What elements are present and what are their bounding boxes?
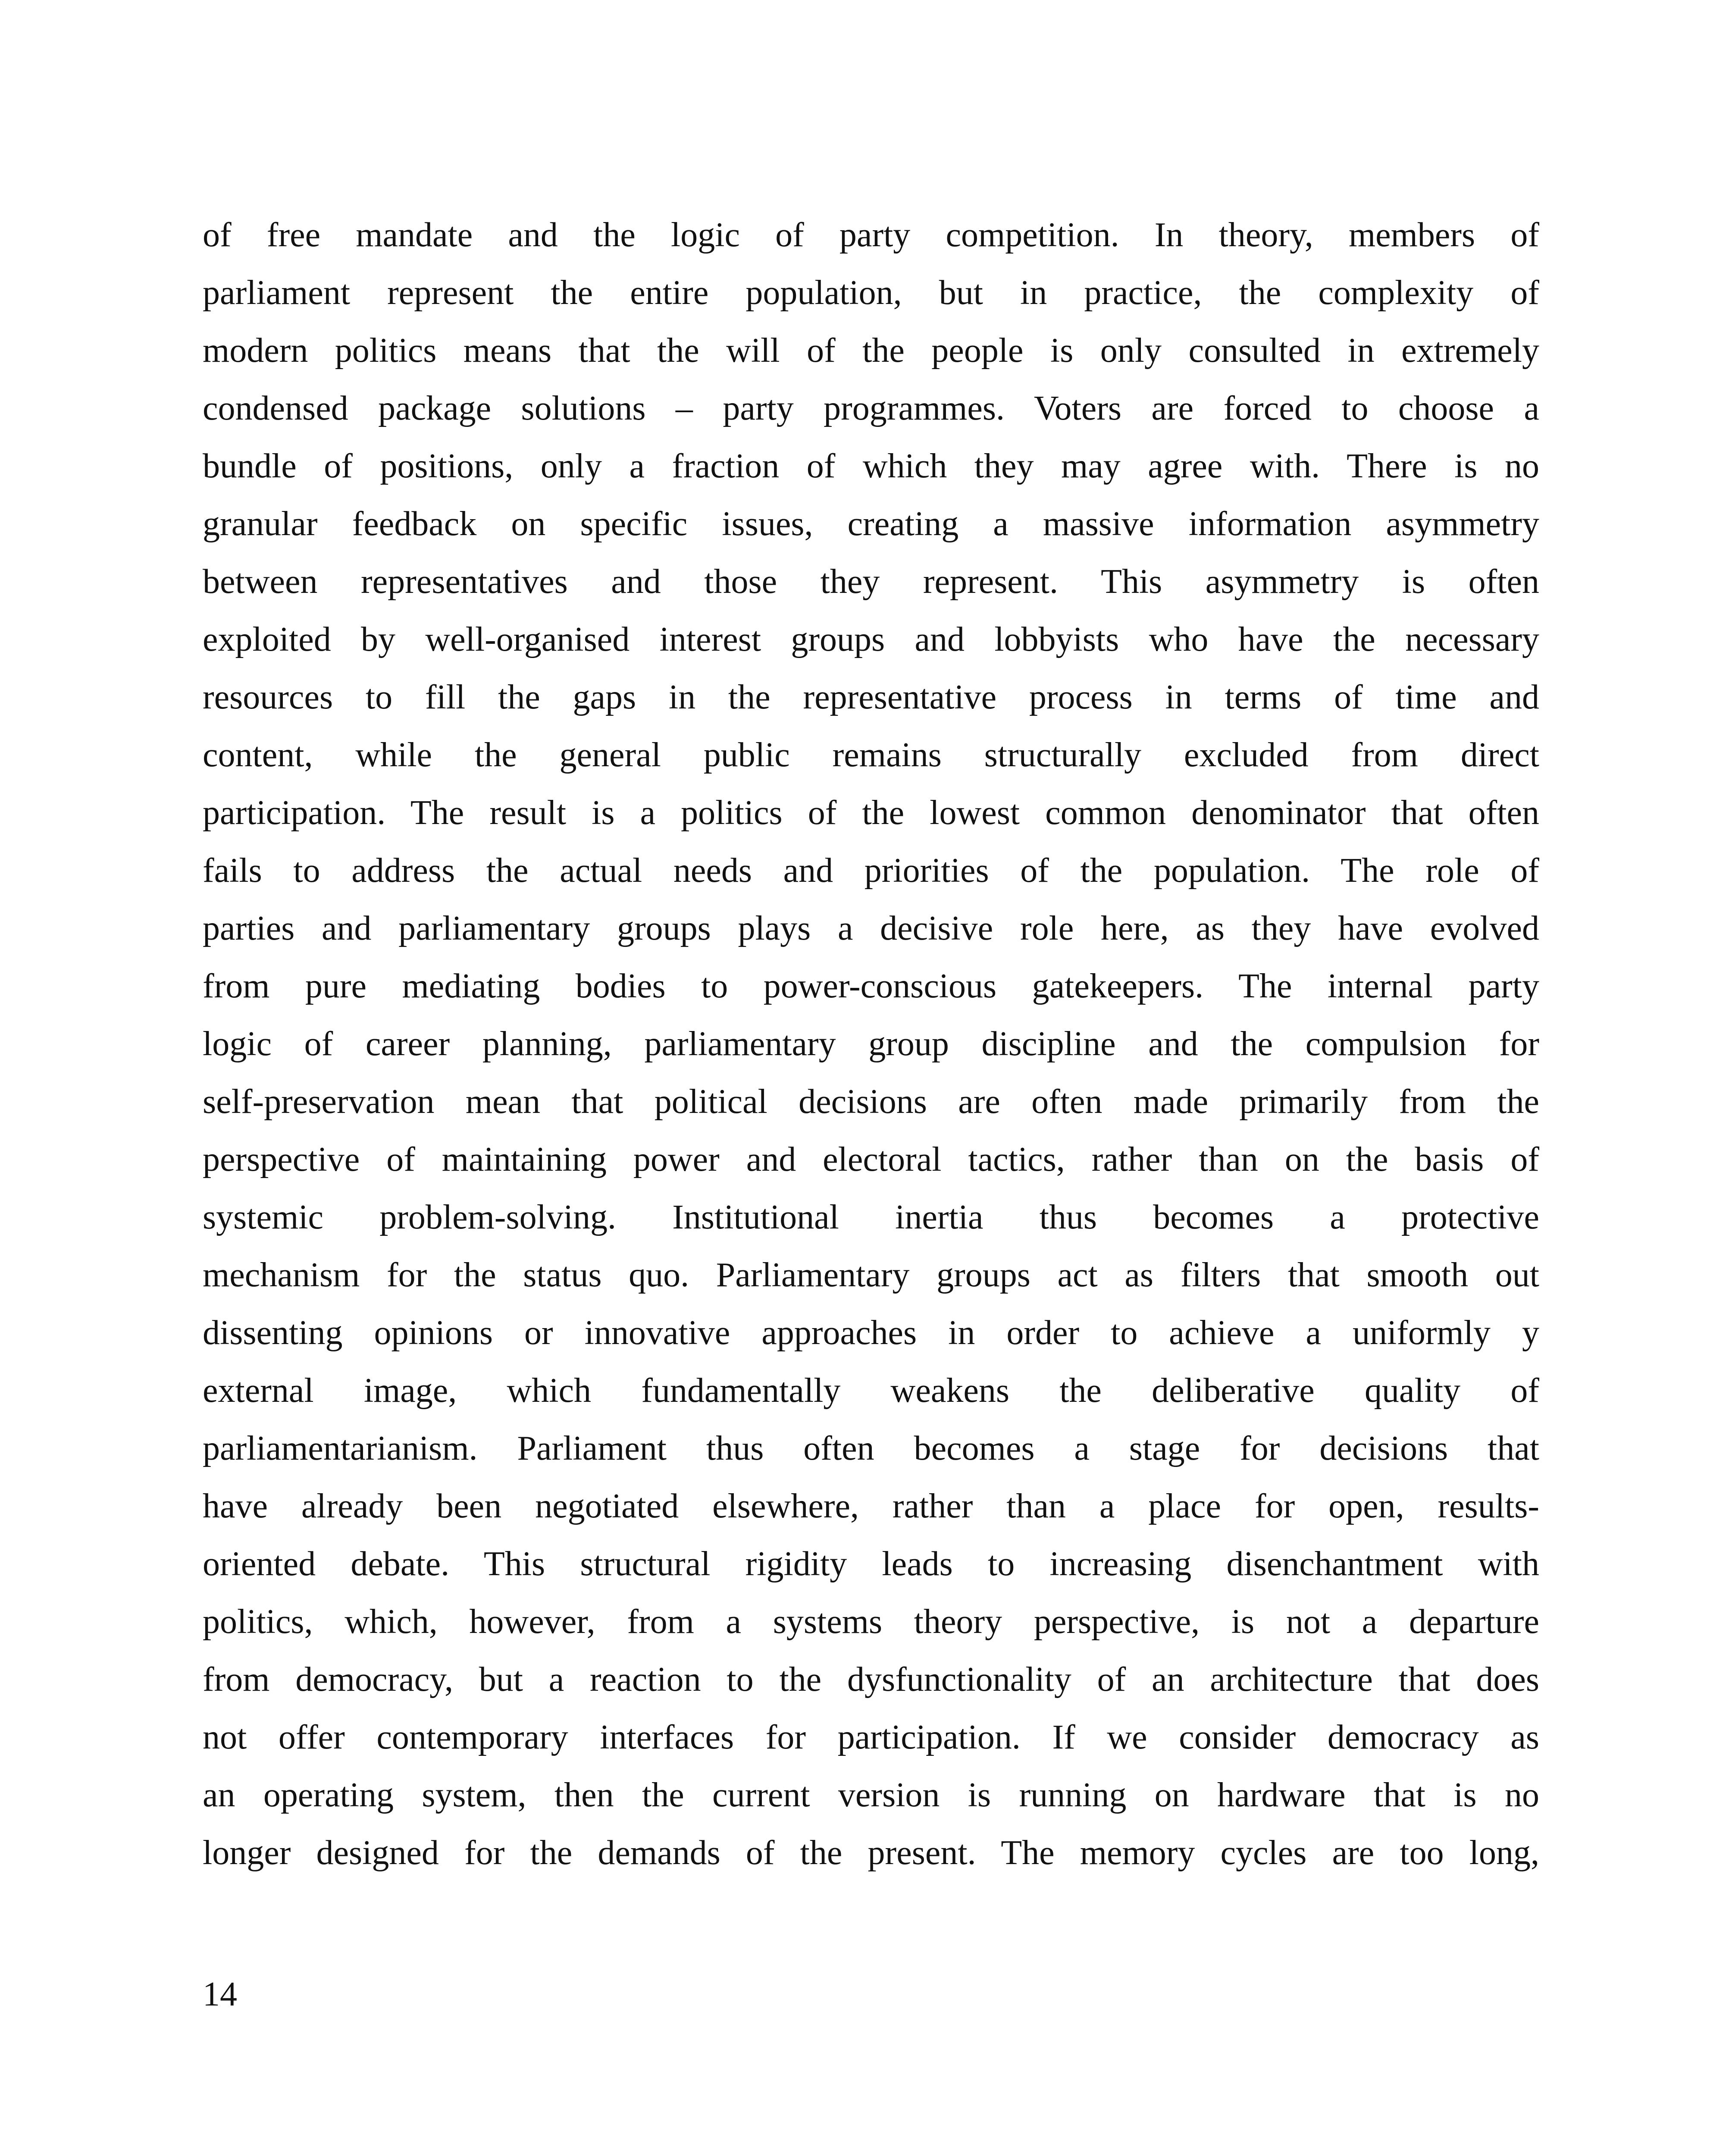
text-line: have already been negotiated elsewhere, rather than a place for open, results- xyxy=(203,1487,1539,1525)
text-line: oriented debate. This structural rigidity leads to increasing disenchantment with xyxy=(203,1545,1539,1583)
text-line: dissenting opinions or innovative approaches in order to achieve a uniformly y xyxy=(203,1314,1539,1352)
text-line: self-preservation mean that political decisions are often made primarily from the xyxy=(203,1083,1539,1121)
text-line: content, while the general public remains structurally excluded from direct xyxy=(203,736,1539,774)
text-line: mechanism for the status quo. Parliamentary groups act as filters that smooth out xyxy=(203,1256,1539,1294)
text-line: participation. The result is a politics of the lowest common denominator that often xyxy=(203,794,1539,832)
text-line: between representatives and those they represent. This asymmetry is often xyxy=(203,563,1539,601)
text-line: resources to fill the gaps in the representative process in terms of time and xyxy=(203,678,1539,716)
text-line: an operating system, then the current version is running on hardware that is no xyxy=(203,1776,1539,1814)
text-line: fails to address the actual needs and priorities of the population. The role of xyxy=(203,852,1539,890)
text-line: parliament represent the entire population, but in practice, the complexity of xyxy=(203,274,1539,312)
text-line: from democracy, but a reaction to the dysfunctionality of an architecture that does xyxy=(203,1661,1539,1698)
body-paragraph xyxy=(203,206,1539,1882)
text-line: not offer contemporary interfaces for participation. If we consider democracy as xyxy=(203,1718,1539,1756)
text-line: exploited by well-organised interest groups and lobbyists who have the necessary xyxy=(203,620,1539,658)
text-line: parties and parliamentary groups plays a decisive role here, as they have evolved xyxy=(203,909,1539,947)
text-line: longer designed for the demands of the present. The memory cycles are too long, xyxy=(203,1834,1539,1872)
text-line: condensed package solutions – party programmes. Voters are forced to choose a xyxy=(203,389,1539,427)
text-line: granular feedback on specific issues, creating a massive information asymmetry xyxy=(203,505,1539,543)
text-line: external image, which fundamentally weakens the deliberative quality of xyxy=(203,1372,1539,1410)
text-line: modern politics means that the will of the people is only consulted in extremely xyxy=(203,332,1539,370)
text-line: perspective of maintaining power and electoral tactics, rather than on the basis of xyxy=(203,1141,1539,1178)
text-line: from pure mediating bodies to power-conscious gatekeepers. The internal party xyxy=(203,967,1539,1005)
text-line: politics, which, however, from a systems theory perspective, is not a departure xyxy=(203,1603,1539,1641)
text-line: parliamentarianism. Parliament thus often becomes a stage for decisions that xyxy=(203,1429,1539,1467)
text-line: of free mandate and the logic of party competition. In theory, members of xyxy=(203,216,1539,254)
text-line: systemic problem-solving. Institutional inertia thus becomes a protective xyxy=(203,1198,1539,1236)
text-line: logic of career planning, parliamentary group discipline and the compulsion for xyxy=(203,1025,1539,1063)
page-number: 14 xyxy=(203,1975,237,2013)
text-line: bundle of positions, only a fraction of which they may agree with. There is no xyxy=(203,447,1539,485)
